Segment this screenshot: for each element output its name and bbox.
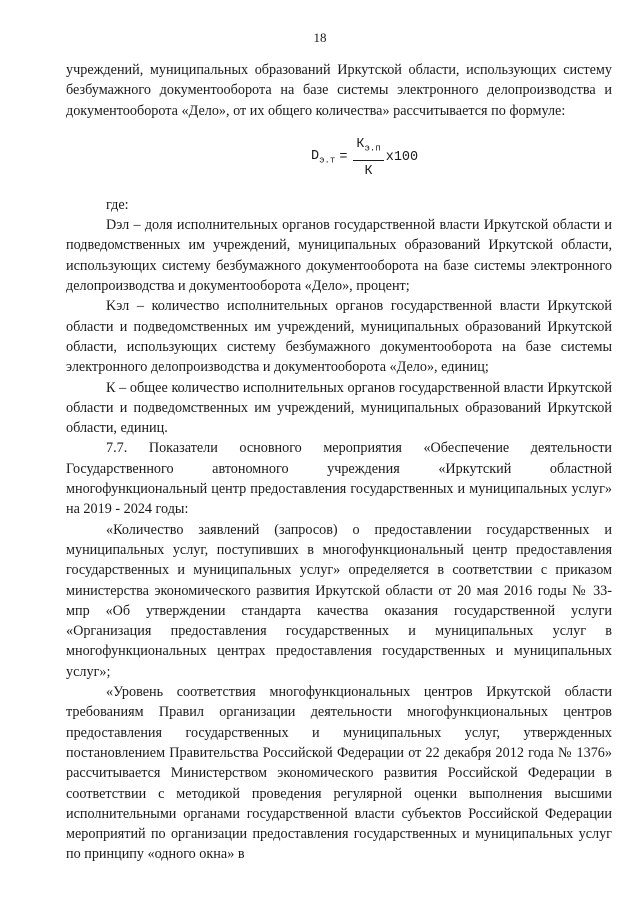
page-number: 18 — [313, 30, 327, 45]
compliance-paragraph: «Уровень соответствия многофункциональных центров Иркутской области требованиям Правил организации деятельности многофункциональных центров предоставления государственных и муниципальных услуг, утвержденных постановлением Правительства Российской Федерации от 22 декабря 2012 года № 1376» рассчитывается Министерством экономического развития Российской Федерации в соответствии с методикой проведения регулярной оценки выполнения высшими исполнительными органами государственной власти субъектов Российской Федерации мероприятий по организации предоставления государственных и муниципальных услуг по принципу «одного окна» в — [66, 684, 612, 863]
formula — [66, 133, 612, 189]
formula-numerator: $К_{э.п}$ — [353, 135, 383, 161]
document-body — [66, 60, 612, 865]
formula-denominator: К — [364, 163, 373, 179]
definition-k-el: Kэл – количество исполнительных органов государственной власти Иркутской области и подведомственных им учреждений, муниципальных образований Иркутской области, использующих систему безбумажного документооборота на базе системы электронного делопроизводства и документооборота «Дело», единиц; — [66, 298, 612, 376]
formula-equals: = — [339, 150, 348, 166]
section-7-7: 7.7. Показатели основного мероприятия «Обеспечение деятельности Государственного автономного учреждения «Иркутский областной многофункциональный центр предоставления государственных и муниципальных услуг» на 2019 - 2024 годы: — [66, 440, 612, 518]
definition-d: Dэл – доля исполнительных органов государственной власти Иркутской области и подведомственных им учреждений, муниципальных образований Иркутской области, использующих систему безбумажного документооборота на базе системы электронного делопроизводства и документооборота «Дело», процент; — [66, 217, 612, 295]
intro-paragraph: учреждений, муниципальных образований Иркутской области, использующих систему безбумажного документооборота на базе системы электронного делопроизводства и документооборота «Дело», от их общего количества» рассчитывается по формуле: — [66, 62, 612, 119]
formula-multiplier: x100 — [385, 150, 419, 166]
formula-fraction — [353, 135, 383, 182]
formula-lhs: $D_{э.т}$ — [311, 148, 336, 166]
definition-k: К – общее количество исполнительных органов государственной власти Иркутской области и подведомственных им учреждений, муниципальных образований Иркутской области, единиц. — [66, 379, 612, 437]
where-label: где: — [106, 196, 129, 213]
applications-paragraph: «Количество заявлений (запросов) о предоставлении государственных и муниципальных услуг, поступивших в многофункциональный центр предоставления государственных и муниципальных услуг» определяется в соответствии с приказом министерства экономического развития Иркутской области от 20 мая 2016 годы № 33-мпр «Об утверждении стандарта качества оказания государственной услуги «Организация предоставления государственных и муниципальных услуг в многофункциональных центрах предоставления государственных и муниципальных услуг»; — [66, 521, 612, 680]
